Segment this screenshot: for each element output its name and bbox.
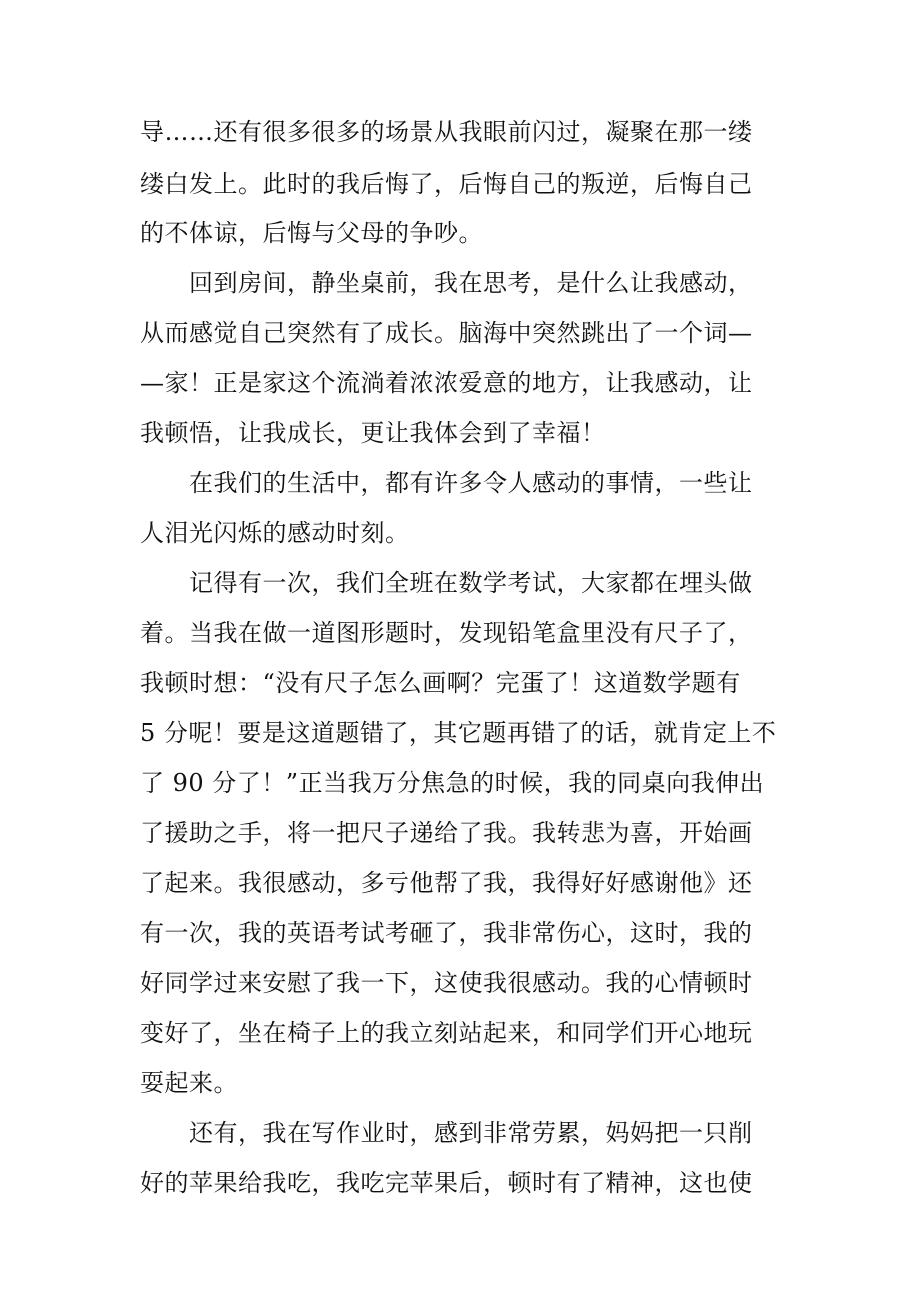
text-line: 好的苹果给我吃，我吃完苹果后，顿时有了精神，这也使 bbox=[140, 1169, 753, 1197]
paragraph-first-line: 记得有一次，我们全班在数学考试，大家都在埋头做 bbox=[189, 569, 753, 597]
text-line: 了 90 分了！”正当我万分焦急的时候，我的同桌向我伸出 bbox=[140, 769, 765, 797]
text-line: 耍起来。 bbox=[140, 1069, 238, 1097]
text-line: 好同学过来安慰了我一下，这使我很感动。我的心情顿时 bbox=[140, 969, 753, 997]
text-line: 着。当我在做一道图形题时，发现铅笔盒里没有尺子了， bbox=[140, 619, 753, 647]
text-line: 人泪光闪烁的感动时刻。 bbox=[140, 519, 410, 547]
text-line: 5 分呢！要是这道题错了，其它题再错了的话，就肯定上不 bbox=[140, 719, 777, 747]
paragraph-first-line: 在我们的生活中，都有许多令人感动的事情，一些让 bbox=[189, 469, 753, 497]
text-line: 导……还有很多很多的场景从我眼前闪过，凝聚在那一缕 bbox=[140, 118, 753, 146]
text-line: 从而感觉自己突然有了成长。脑海中突然跳出了一个词— bbox=[140, 319, 753, 347]
text-line: —家！正是家这个流淌着浓浓爱意的地方，让我感动，让 bbox=[140, 369, 753, 397]
text-line: 缕白发上。此时的我后悔了，后悔自己的叛逆，后悔自己 bbox=[140, 170, 753, 198]
text-line: 了起来。我很感动，多亏他帮了我，我得好好感谢他》还 bbox=[140, 869, 753, 897]
text-line: 了援助之手，将一把尺子递给了我。我转悲为喜，开始画 bbox=[140, 819, 753, 847]
text-line: 有一次，我的英语考试考砸了，我非常伤心，这时，我的 bbox=[140, 919, 753, 947]
text-line: 的不体谅，后悔与父母的争吵。 bbox=[140, 219, 483, 247]
text-line: 我顿悟，让我成长，更让我体会到了幸福！ bbox=[140, 419, 606, 447]
paragraph-first-line: 回到房间，静坐桌前，我在思考，是什么让我感动， bbox=[189, 269, 753, 297]
text-line: 变好了，坐在椅子上的我立刻站起来，和同学们开心地玩 bbox=[140, 1019, 753, 1047]
text-line: 我顿时想：“没有尺子怎么画啊？完蛋了！这道数学题有 bbox=[140, 669, 741, 697]
paragraph-first-line: 还有，我在写作业时，感到非常劳累，妈妈把一只削 bbox=[189, 1119, 753, 1147]
